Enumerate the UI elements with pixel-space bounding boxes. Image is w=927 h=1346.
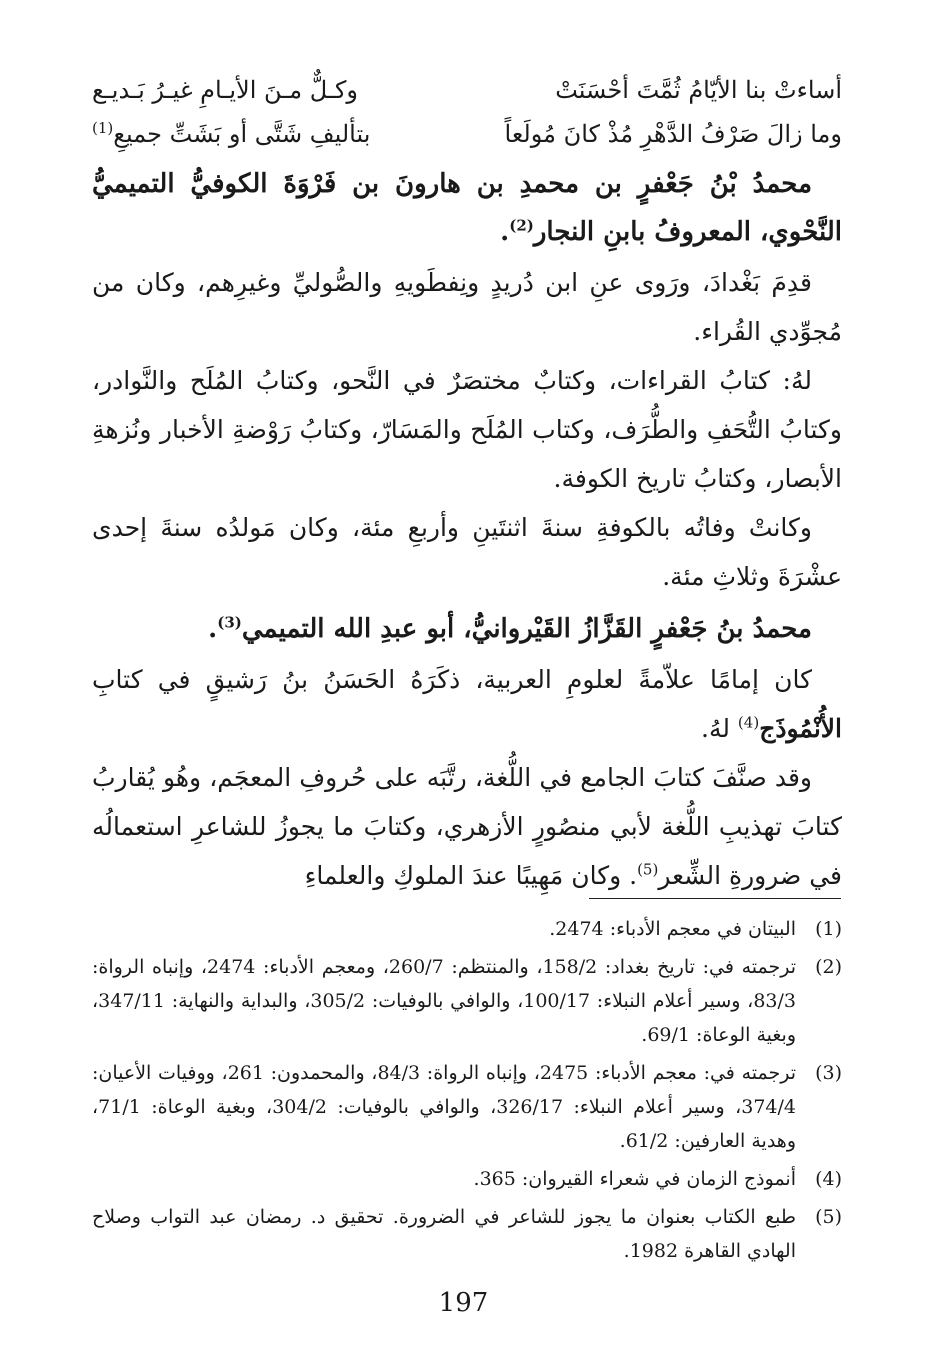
verse-line-1 [92,68,842,112]
page-number: 197 [438,1288,489,1318]
entry-title-end: . [500,217,510,247]
verse-hemistich: أساءتْ بنا الأيّامُ ثُمَّتَ أحْسَنَتْ [555,76,842,104]
entry-title-text: محمدُ بْنُ جَعْفرٍ بن محمدِ بن هارونَ بن فَرْوَةَ الكوفيُّ التميميُّ النَّحْوي، المعروفُ بابنِ النجار [92,169,842,247]
footnote-separator [589,898,841,899]
footnote-item [92,912,842,946]
footnotes [92,912,842,1272]
entry-title [92,160,842,256]
verse-hemistich [92,112,370,156]
footnote-item [92,1056,842,1158]
paragraph-text: كان إمامًا علاّمةً لعلومِ العربية، ذكَرَهُ الحَسَنُ بنُ رَشيقٍ في كتابِ [92,665,812,694]
footnote-number: (5) [815,1206,842,1228]
entry-title [92,605,842,653]
footnote-item [92,950,842,1052]
verse-line-2 [92,112,842,156]
footnote-number: (2) [815,956,842,978]
footnote-item [92,1200,842,1268]
footnote-item [92,1162,842,1196]
footnote-text: ترجمته في: تاريخ بغداد: 158/2، والمنتظم: 260/7، ومعجم الأدباء: 2474، وإنباه الرواة: 83/3، وسير أعلام النبلاء: 100/17، والوافي بالوفيات: 305/2، والبداية والنهاية: 347/11، وبغية الوعاة: 69/1. [92,956,796,1046]
footnote-ref[interactable]: (2) [509,216,534,235]
footnote-text: ترجمته في: معجم الأدباء: 2475، وإنباه الرواة: 84/3، والمحمدون: 261، ووفيات الأعيان: 374/4، وسير أعلام النبلاء: 326/17، والوافي بالوفيات: 304/2، وبغية الوعاة: 71/1، وهدية العارفين: 61/2. [92,1062,796,1152]
paragraph: قدِمَ بَغْدادَ، ورَوى عنِ ابن دُريدٍ ونِفطَويهِ والصُّوليِّ وغيرِهم، وكان من مُجوِّدي القُراء. [92,268,842,346]
paragraph [92,655,842,753]
verse-hemistich: وما زالَ صَرْفُ الدَّهْرِ مُذْ كانَ مُولَعاً [504,120,842,148]
footnote-text: البيتان في معجم الأدباء: 2474. [549,918,796,940]
verse-hemistich: وكـلٌّ مـنَ الأيـامِ غيـرُ بَـديـع [92,76,358,104]
book-title: الأُنْمُوذَج [759,714,842,743]
paragraph: لهُ: كتابُ القراءات، وكتابٌ مختصَرٌ في النَّحو، وكتابُ المُلَح والنَّوادر، وكتابُ التُّحَفِ والطُّرَف، وكتاب المُلَح والمَسَارّ، وكتابُ رَوْضةِ الأخبار ونُزهةِ الأبصار، وكتابُ تاريخ الكوفة. [92,366,842,493]
footnote-ref[interactable]: (4) [737,713,760,732]
footnote-number: (3) [815,1062,842,1084]
entry-title-end: . [208,614,218,644]
footnote-text: أنموذج الزمان في شعراء القيروان: 365. [473,1168,796,1190]
paragraph [92,753,842,900]
footnote-number: (4) [815,1168,842,1190]
footnote-text: طبع الكتاب بعنوان ما يجوز للشاعر في الضرورة. تحقيق د. رمضان عبد التواب وصلاح الهادي القاهرة 1982. [92,1206,796,1262]
footnote-ref[interactable]: (5) [637,860,659,879]
footnote-number: (1) [815,918,842,940]
entry-title-text: محمدُ بنُ جَعْفرٍ القَزَّازُ القَيْروانيُّ، أبو عبدِ الله التميمي [241,614,812,644]
main-text [92,68,842,900]
paragraph-text: . وكان مَهِيبًا عندَ الملوكِ والعلماءِ [304,861,638,890]
verse-hemistich-text: بتأليفِ شَتَّى أو بَشَتِّ جميعِ [113,120,371,148]
footnote-ref[interactable]: (3) [217,613,242,632]
paragraph-text: لهُ. [701,714,730,743]
paragraph-text: وقد صنَّفَ كتابَ الجامع في اللُّغة، رتَّبَه على حُروفِ المعجَم، وهُو يُقاربُ كتابَ تهذيبِ اللُّغة لأبي منصُورٍ الأزهري، وكتابَ ما يجوزُ للشاعرِ استعمالُه في ضرورةِ الشِّعر [92,763,842,890]
footnote-ref[interactable]: (1) [92,119,114,137]
paragraph: وكانتْ وفاتُه بالكوفةِ سنةَ اثنتَينِ وأربعِ مئة، وكان مَولدُه سنةَ إحدى عشْرَةَ وثلاثِ مئة. [92,513,842,591]
